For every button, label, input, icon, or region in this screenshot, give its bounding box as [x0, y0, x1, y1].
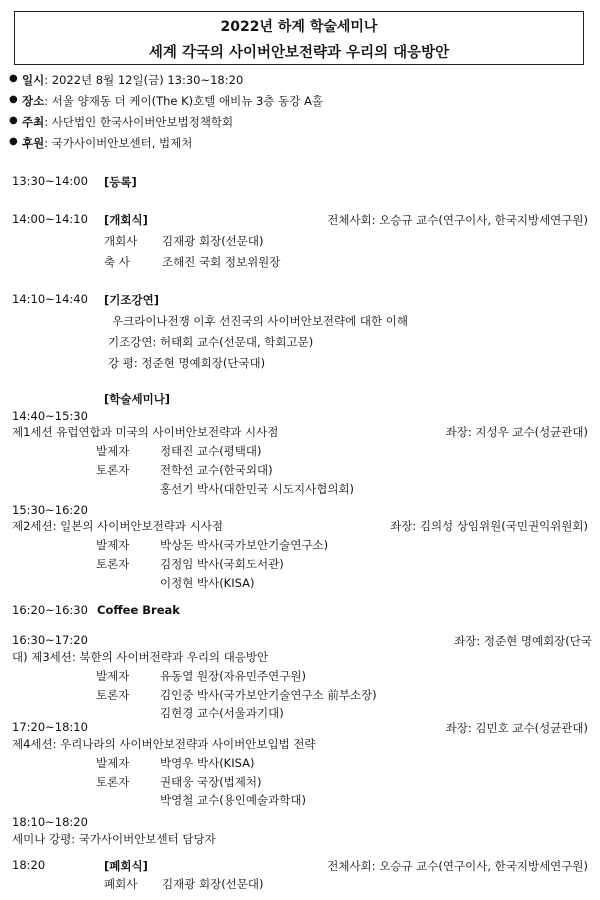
opening-person: 조해진 국회 정보위원장 — [162, 255, 281, 269]
info-value: : 국가사이버안보센터, 법제처 — [44, 136, 193, 150]
closing-role: 폐회사 — [104, 877, 138, 891]
info-label: 장소 — [22, 94, 45, 108]
opening-moderator: 전체사회: 오승규 교수(연구이사, 한국지방세연구원) — [327, 213, 588, 227]
opening-role: 축 사 — [104, 255, 130, 269]
session2-title: 제2세션: 일본의 사이버안보전략과 시사점 — [12, 519, 224, 533]
info-value: : 사단법인 한국사이버안보법정책학회 — [44, 115, 234, 129]
coffee-label: Coffee Break — [97, 603, 180, 617]
session4-chair: 좌장: 김민호 교수(성균관대) — [445, 721, 588, 735]
session2-presenter: 박상돈 박사(국가보안기술연구소) — [160, 538, 329, 552]
bullet-icon: ● — [9, 73, 18, 84]
info-label: 주최 — [22, 115, 45, 129]
session3-discussant: 김현경 교수(서울과기대) — [160, 706, 284, 720]
info-value: : 서울 양재동 더 케이(The K)호텔 애비뉴 3층 동강 A홀 — [44, 94, 323, 108]
discussant-role: 토론자 — [96, 688, 130, 702]
title-line-1: 2022년 하계 학술세미나 — [220, 19, 378, 35]
info-row-venue — [22, 93, 323, 109]
info-label: 후원 — [22, 136, 45, 150]
presenter-role: 발제자 — [96, 669, 130, 683]
review-text: 세미나 강평: 국가사이버안보센터 담당자 — [12, 832, 216, 846]
keynote-review: 강 평: 정준현 명예회장(단국대) — [108, 356, 266, 370]
review-time: 18:10~18:20 — [12, 815, 88, 829]
presenter-role: 발제자 — [96, 538, 130, 552]
registration-label: [등록] — [104, 175, 137, 189]
info-row-date — [22, 72, 243, 88]
session2-discussant: 김정임 박사(국회도서관) — [160, 557, 284, 571]
session4-time: 17:20~18:10 — [12, 720, 88, 734]
registration-time: 13:30~14:00 — [12, 174, 88, 188]
session3-time: 16:30~17:20 — [12, 633, 88, 647]
closing-person: 김재광 회장(선문대) — [162, 877, 264, 891]
bullet-icon: ● — [9, 136, 18, 147]
session3-discussant: 김인중 박사(국가보안기술연구소 前부소장) — [160, 688, 377, 702]
bullet-icon: ● — [9, 115, 18, 126]
session4-title: 제4세션: 우리나라의 사이버안보전략과 사이버안보입법 전략 — [12, 737, 316, 751]
opening-time: 14:00~14:10 — [12, 212, 88, 226]
session4-discussant: 박영철 교수(용인예술과학대) — [160, 793, 306, 807]
keynote-label: [기조강연] — [104, 293, 159, 307]
keynote-speaker: 기조강연: 허태회 교수(선문대, 학회고문) — [108, 335, 314, 349]
discussant-role: 토론자 — [96, 775, 130, 789]
title-box — [14, 11, 584, 65]
opening-role: 개회사 — [104, 234, 138, 248]
title-line-2: 세계 각국의 사이버안보전략과 우리의 대응방안 — [148, 45, 450, 61]
session2-time: 15:30~16:20 — [12, 503, 88, 517]
opening-label: [개회식] — [104, 213, 148, 227]
discussant-role: 토론자 — [96, 557, 130, 571]
session1-chair: 좌장: 지성우 교수(성균관대) — [445, 425, 588, 439]
presenter-role: 발제자 — [96, 444, 130, 458]
closing-moderator: 전체사회: 오승규 교수(연구이사, 한국지방세연구원) — [327, 859, 588, 873]
session4-presenter: 박영우 박사(KISA) — [160, 756, 255, 770]
info-label: 일시 — [22, 73, 45, 87]
session1-discussant: 홍선기 박사(대한민국 시도지사협의회) — [160, 482, 355, 496]
keynote-topic: 우크라이나전쟁 이후 선진국의 사이버안보전략에 대한 이해 — [112, 314, 408, 328]
discussant-role: 토론자 — [96, 463, 130, 477]
closing-label: [폐회식] — [104, 859, 148, 873]
session3-title: 대) 제3세션: 북한의 사이버전략과 우리의 대응방안 — [12, 650, 269, 664]
session2-discussant: 이정현 박사(KISA) — [160, 576, 255, 590]
keynote-time: 14:10~14:40 — [12, 292, 88, 306]
presenter-role: 발제자 — [96, 756, 130, 770]
coffee-time: 16:20~16:30 — [12, 603, 88, 617]
session3-presenter: 유동열 원장(자유민주연구원) — [160, 669, 306, 683]
info-row-host — [22, 114, 233, 130]
info-row-sponsor — [22, 135, 192, 151]
bullet-icon: ● — [9, 94, 18, 105]
closing-time: 18:20 — [12, 858, 46, 872]
opening-person: 김재광 회장(선문대) — [162, 234, 264, 248]
session1-presenter: 정태진 교수(평택대) — [160, 444, 262, 458]
session1-discussant: 전학선 교수(한국외대) — [160, 463, 273, 477]
session1-time: 14:40~15:30 — [12, 409, 88, 423]
seminar-label: [학술세미나] — [104, 392, 171, 406]
session1-title: 제1세션 유럽연합과 미국의 사이버안보전략과 시사점 — [12, 425, 279, 439]
info-value: : 2022년 8월 12일(금) 13:30~18:20 — [44, 73, 244, 87]
session2-chair: 좌장: 김의성 상임위원(국민권익위원회) — [390, 519, 588, 533]
session3-chair: 좌장: 정준현 명예회장(단국 — [454, 634, 592, 648]
session4-discussant: 권태웅 국장(법제처) — [160, 775, 262, 789]
